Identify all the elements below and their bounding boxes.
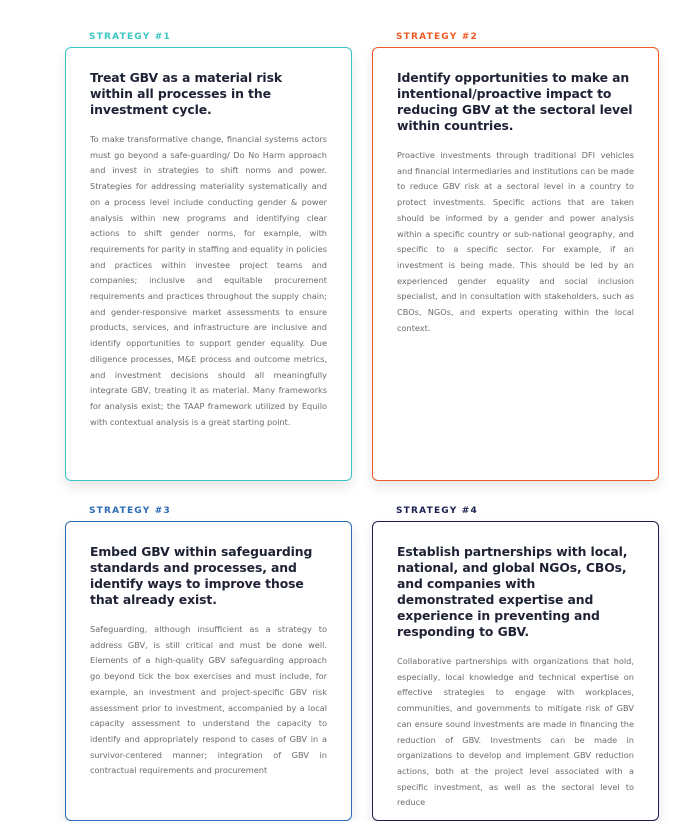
strategy-label: STRATEGY #4 (396, 506, 478, 516)
strategy-title: Establish partnerships with local, national, and global NGOs, CBOs, and companies with demonstrated expertise and experience in preventing and responding to GBV. (397, 544, 628, 639)
strategy-card (65, 521, 352, 821)
strategy-body: To make transformative change, financial systems actors must go beyond a safe-guarding/ Do No Harm approach and invest in strategies to shift norms and power. Strategies for addressing materiality systematically and on a process level include conducting gender & power analysis within new programs and identifying clear actions to shift gender norms, for example, with requirements for parity in staffing and equality in policies and practices within investee project teams and companies; inclusive and equitable procurement requirements and practices throughout the supply chain; and gender-responsive market assessments to ensure products, services, and infrastructure are inclusive and identify opportunities to support gender equality. Due diligence processes, M&E process and outcome metrics, and investment decisions should all meaningfully integrate GBV, treating it as material. Many frameworks for analysis exist; the TAAP framework utilized by Equilo with contextual analysis is a great starting point. (90, 134, 327, 427)
strategy-title: Embed GBV within safeguarding standards and processes, and identify ways to improve those that already exist. (90, 544, 313, 607)
strategy-label: STRATEGY #3 (89, 506, 171, 516)
strategy-body: Safeguarding, although insufficient as a strategy to address GBV, is still critical and must be done well. Elements of a high-quality GBV safeguarding approach go beyond tick the box exercises and must include, for example, an investment and project-specific GBV risk assessment prior to investment, accompanied by a local capacity assessment to understand the capacity to identify and appropriately respond to cases of GBV in a survivor-centered manner; integration of GBV in contractual requirements and procurement (90, 624, 327, 776)
strategy-body: Proactive investments through traditional DFI vehicles and financial intermediaries and institutions can be made to reduce GBV risk at a sectoral level in a country to protect investments. Specific actions that are taken should be informed by a gender and power analysis within a specific country or sub-national geography, and specific to a specific sector. For example, if an investment is being made. This should be led by an experienced gender equality and social inclusion specialist, and in consultation with stakeholders, such as CBOs, NGOs, and experts operating within the local context. (397, 150, 634, 333)
strategy-card (372, 521, 659, 821)
strategy-3 (65, 505, 352, 821)
strategy-card (372, 47, 659, 481)
strategy-label: STRATEGY #2 (396, 32, 478, 42)
strategy-body: Collaborative partnerships with organizations that hold, especially, local knowledge and technical expertise on effective strategies to engage with workplaces, communities, and governments to mitigate risk of GBV can ensure sound investments are made in financing the reduction of GBV. Investments can be made in organizations to develop and implement GBV reduction actions, both at the project level associated with a specific investment, as well as the sectoral level to reduce (397, 656, 634, 808)
strategy-card (65, 47, 352, 481)
strategy-2 (372, 31, 659, 481)
strategy-1 (65, 31, 352, 481)
strategy-label: STRATEGY #1 (89, 32, 171, 42)
strategy-title: Identify opportunities to make an intentional/proactive impact to reducing GBV at the sectoral level within countries. (397, 70, 633, 133)
strategy-title: Treat GBV as a material risk within all processes in the investment cycle. (90, 70, 282, 117)
strategy-4 (372, 505, 659, 821)
